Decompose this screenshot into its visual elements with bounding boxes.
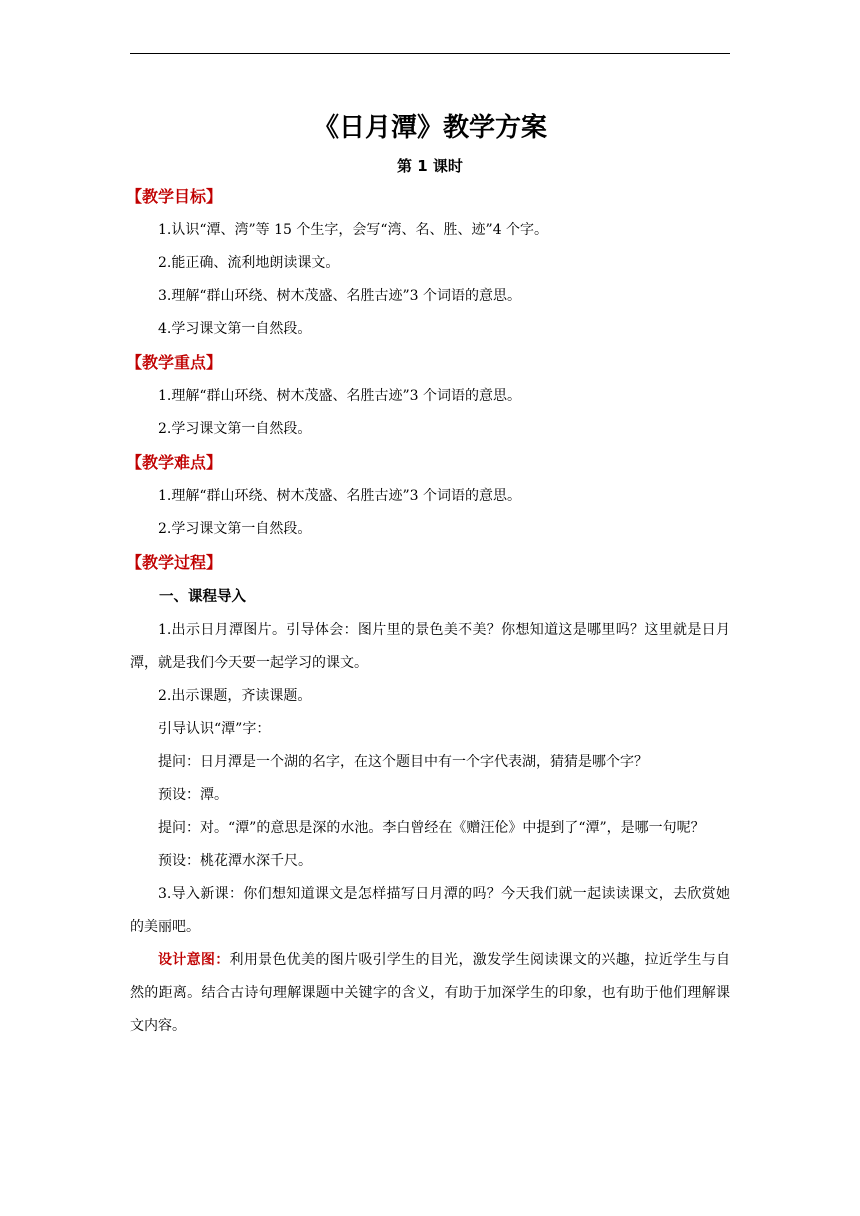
lesson-period: 第 1 课时 xyxy=(397,157,463,175)
process-paragraph: 1.出示日月潭图片。引导体会：图片里的景色美不美？你想知道这是哪里吗？这里就是日月潭，就是我们今天要一起学习的课文。 xyxy=(130,622,730,671)
key-point-item: 1.理解“群山环绕、树木茂盛、名胜古迹”3 个词语的意思。 xyxy=(158,388,522,404)
difficult-point-item: 2.学习课文第一自然段。 xyxy=(158,521,312,537)
document-title: 《日月潭》教学方案 xyxy=(312,113,547,143)
document-body xyxy=(126,108,731,1043)
design-intent-label: 设计意图： xyxy=(158,952,230,968)
objective-item: 4.学习课文第一自然段。 xyxy=(158,321,312,337)
objective-item: 3.理解“群山环绕、树木茂盛、名胜古迹”3 个词语的意思。 xyxy=(158,288,522,304)
design-intent-text: 利用景色优美的图片吸引学生的目光，激发学生阅读课文的兴趣，拉近学生与自然的距离。结合古诗句理解课题中关键字的含义，有助于加深学生的印象，也有助于他们理解课文内容。 xyxy=(130,952,731,1034)
objective-item: 1.认识“潭、湾”等 15 个生字，会写“湾、名、胜、迹”4 个字。 xyxy=(158,222,549,238)
difficult-point-item: 1.理解“群山环绕、树木茂盛、名胜古迹”3 个词语的意思。 xyxy=(158,488,522,504)
design-intent-paragraph xyxy=(130,944,730,1043)
section-heading-objectives: 【教学目标】 xyxy=(126,187,223,206)
header-rule xyxy=(130,53,730,54)
process-paragraph: 提问：对。“潭”的意思是深的水池。李白曾经在《赠汪伦》中提到了“潭”，是哪一句呢？ xyxy=(158,820,705,836)
section-heading-process: 【教学过程】 xyxy=(126,553,223,572)
objective-item: 2.能正确、流利地朗读课文。 xyxy=(158,255,340,271)
process-paragraph: 2.出示课题，齐读课题。 xyxy=(158,688,312,704)
process-paragraph: 提问：日月潭是一个湖的名字，在这个题目中有一个字代表湖，猜猜是哪个字？ xyxy=(158,754,648,770)
key-point-item: 2.学习课文第一自然段。 xyxy=(158,421,312,437)
process-paragraph: 预设：桃花潭水深千尺。 xyxy=(158,853,312,869)
process-paragraph: 3.导入新课：你们想知道课文是怎样描写日月潭的吗？今天我们就一起读读课文，去欣赏她的美丽吧。 xyxy=(130,886,730,935)
process-paragraph: 预设：潭。 xyxy=(158,787,228,803)
process-paragraph: 引导认识“潭”字： xyxy=(158,721,271,737)
section-heading-difficult-points: 【教学难点】 xyxy=(126,453,223,472)
section-heading-key-points: 【教学重点】 xyxy=(126,353,223,372)
process-part-title: 一、课程导入 xyxy=(159,589,246,605)
